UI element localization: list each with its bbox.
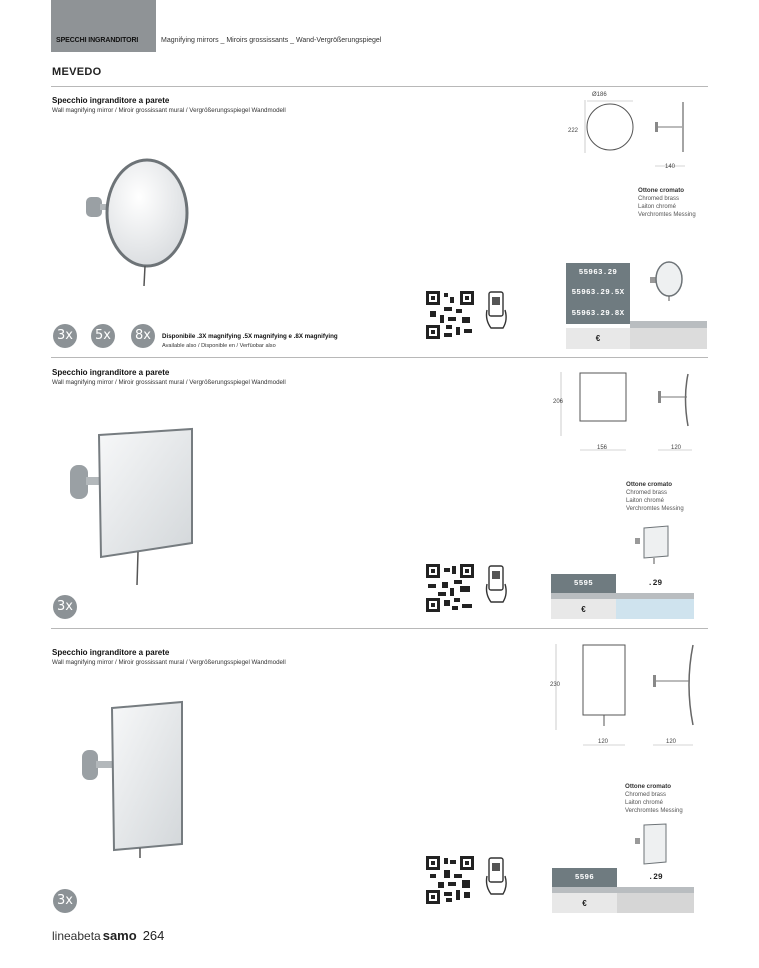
technical-drawing-round <box>565 98 705 173</box>
price-value-cell <box>616 599 694 619</box>
dim-height: 222 <box>568 128 579 134</box>
product-subtitle: Wall magnifying mirror / Miroir grossissant mural / Vergrößerungsspiegel Wandmodell <box>52 107 286 114</box>
product-subtitle: Wall magnifying mirror / Miroir grossissant mural / Vergrößerungsspiegel Wandmodell <box>52 379 286 386</box>
magnification-3x-badge: 3x <box>53 595 77 619</box>
section-tab-label: SPECCHI INGRANDITORI <box>56 37 139 44</box>
footer <box>52 928 164 943</box>
qr-code-icon <box>426 291 474 339</box>
header-subtitle: Magnifying mirrors _ Miroirs grossissants _ Wand-Vergrößerungspiegel <box>161 37 382 44</box>
product-subtitle: Wall magnifying mirror / Miroir grossissant mural / Vergrößerungsspiegel Wandmodell <box>52 659 286 666</box>
product-title: Specchio ingranditore a parete <box>52 96 170 105</box>
finish-info <box>638 187 696 219</box>
dim-height: 206 <box>553 399 564 405</box>
divider <box>51 628 708 629</box>
finish-info <box>626 481 684 513</box>
phone-scan-icon <box>483 290 511 334</box>
section-tab <box>51 0 156 52</box>
product-code: 55963.29.8X <box>566 303 630 324</box>
price-cell: € <box>552 893 617 913</box>
mirror-thumbnail <box>647 260 687 302</box>
divider <box>51 86 708 87</box>
finish-bar <box>630 321 707 328</box>
finish-line: Laiton chromé <box>625 800 664 806</box>
price-cell: € <box>566 328 630 349</box>
magnification-3x-badge: 3x <box>53 324 77 348</box>
product-title: Specchio ingranditore a parete <box>52 648 170 657</box>
product-title: Specchio ingranditore a parete <box>52 368 170 377</box>
product-code: 55963.29.5X <box>566 283 630 303</box>
dim-depth: 120 <box>666 739 677 745</box>
divider <box>51 357 708 358</box>
magnification-8x-badge: 8x <box>131 324 155 348</box>
dim-diameter: Ø186 <box>592 92 607 98</box>
footer-brand: samo <box>102 928 137 943</box>
footer-brand-line: lineabeta <box>52 929 101 943</box>
dim-depth: 120 <box>671 445 682 451</box>
finish-title: Ottone cromato <box>625 783 672 790</box>
availability-note: Disponibile .3X magnifying .5X magnifying e .8X magnifying <box>162 333 338 340</box>
rectangular-mirror-image <box>78 698 188 860</box>
page-number: 264 <box>142 928 165 943</box>
availability-sub: Available also / Disponible en / Verfüobar also <box>162 343 276 349</box>
finish-line: Chromed brass <box>638 196 680 202</box>
finish-line: Verchromtes Messing <box>626 506 684 512</box>
finish-info <box>625 783 683 815</box>
finish-line: Chromed brass <box>626 490 668 496</box>
dim-height: 230 <box>550 682 561 688</box>
price-cell: € <box>551 599 616 619</box>
finish-line: Chromed brass <box>625 792 667 798</box>
magnification-3x-badge: 3x <box>53 889 77 913</box>
dim-width: 156 <box>597 445 608 451</box>
price-value-cell <box>617 893 694 913</box>
phone-scan-icon <box>483 856 511 900</box>
finish-title: Ottone cromato <box>638 187 685 194</box>
square-mirror-image <box>66 425 196 590</box>
product-code: 55963.29 <box>566 263 630 283</box>
phone-scan-icon <box>483 564 511 608</box>
magnification-5x-badge: 5x <box>91 324 115 348</box>
dim-width: 120 <box>598 739 609 745</box>
brand-title: MEVEDO <box>52 66 102 78</box>
qr-code-icon <box>426 856 474 904</box>
price-value-cell <box>630 328 707 349</box>
finish-line: Verchromtes Messing <box>625 808 683 814</box>
finish-code: .29 <box>617 868 694 887</box>
qr-code-icon <box>426 564 474 612</box>
finish-line: Verchromtes Messing <box>638 212 696 218</box>
finish-line: Laiton chromé <box>626 498 665 504</box>
finish-title: Ottone cromato <box>626 481 673 488</box>
product-code: 5596 <box>552 868 617 887</box>
product-code: 5595 <box>551 574 616 593</box>
finish-code: .29 <box>616 574 694 593</box>
finish-line: Laiton chromé <box>638 204 677 210</box>
dim-depth: 140 <box>665 164 676 170</box>
technical-drawing-rectangular <box>553 640 698 752</box>
mirror-thumbnail <box>632 524 672 566</box>
round-mirror-image <box>80 150 195 290</box>
mirror-thumbnail <box>632 822 672 868</box>
